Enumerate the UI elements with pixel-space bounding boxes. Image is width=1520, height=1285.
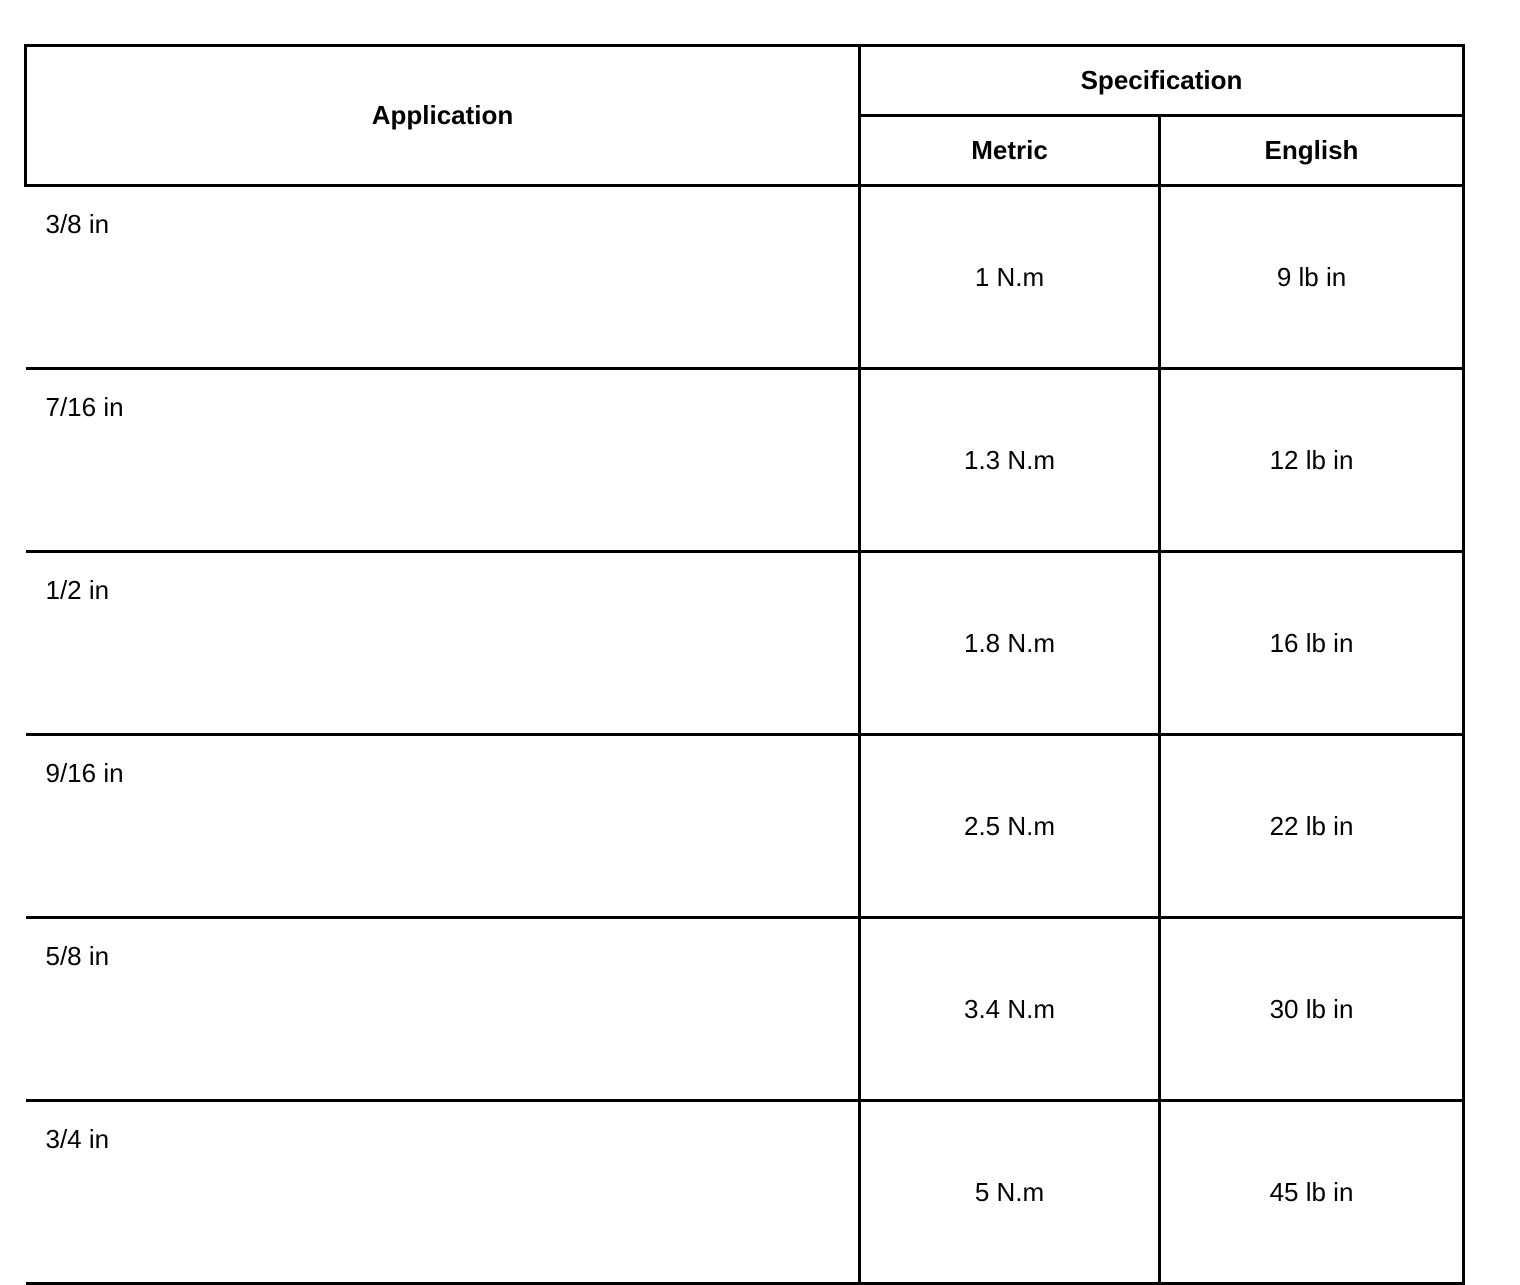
application-cell: 7/16 in <box>26 369 860 552</box>
application-cell: 1/2 in <box>26 552 860 735</box>
table-row <box>26 918 1464 1101</box>
table-row <box>26 369 1464 552</box>
english-cell: 30 lb in <box>1160 918 1464 1101</box>
application-cell: 9/16 in <box>26 735 860 918</box>
metric-cell: 1 N.m <box>860 186 1160 369</box>
application-cell: 3/4 in <box>26 1101 860 1284</box>
application-cell: 5/8 in <box>26 918 860 1101</box>
table-header <box>26 46 1464 186</box>
torque-spec-table <box>24 44 1465 1285</box>
specification-header: Specification <box>860 46 1464 116</box>
table-body <box>26 186 1464 1284</box>
table-row <box>26 1101 1464 1284</box>
application-cell: 3/8 in <box>26 186 860 369</box>
english-header: English <box>1160 116 1464 186</box>
metric-header: Metric <box>860 116 1160 186</box>
english-cell: 22 lb in <box>1160 735 1464 918</box>
metric-cell: 1.8 N.m <box>860 552 1160 735</box>
metric-cell: 3.4 N.m <box>860 918 1160 1101</box>
english-cell: 9 lb in <box>1160 186 1464 369</box>
metric-cell: 1.3 N.m <box>860 369 1160 552</box>
table-row <box>26 552 1464 735</box>
table-row <box>26 735 1464 918</box>
application-header: Application <box>26 46 860 186</box>
english-cell: 16 lb in <box>1160 552 1464 735</box>
header-row-top <box>26 46 1464 116</box>
english-cell: 45 lb in <box>1160 1101 1464 1284</box>
english-cell: 12 lb in <box>1160 369 1464 552</box>
metric-cell: 2.5 N.m <box>860 735 1160 918</box>
table-row <box>26 186 1464 369</box>
metric-cell: 5 N.m <box>860 1101 1160 1284</box>
